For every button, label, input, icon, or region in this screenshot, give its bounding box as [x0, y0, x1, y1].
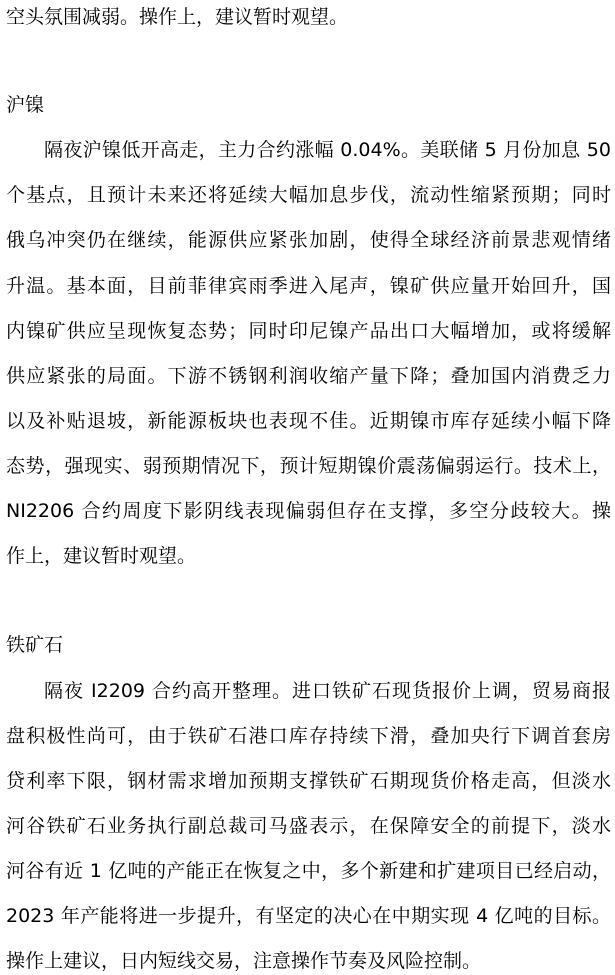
- paragraph-line: 升温。基本面，目前菲律宾雨季进入尾声，镍矿供应量开始回升，国: [6, 275, 611, 297]
- section-heading-nickel: 沪镍: [6, 94, 45, 116]
- paragraph-line: 隔夜 I2209 合约高开整理。进口铁矿石现货报价上调，贸易商报: [44, 680, 611, 702]
- paragraph-line: 河谷铁矿石业务执行副总裁司马盛表示，在保障安全的前提下，淡水: [6, 815, 611, 837]
- paragraph-line: 贷利率下限，钢材需求增加预期支撑铁矿石期现货价格走高，但淡水: [6, 770, 611, 792]
- paragraph-line: 供应紧张的局面。下游不锈钢利润收缩产量下降；叠加国内消费乏力: [6, 365, 611, 387]
- paragraph-line: NI2206 合约周度下影阴线表现偏弱但存在支撑，多空分歧较大。操: [6, 500, 611, 522]
- paragraph-line: 俄乌冲突仍在继续，能源供应紧张加剧，使得全球经济前景悲观情绪: [6, 229, 611, 251]
- paragraph-line: 操作上建议，日内短线交易，注意操作节奏及风险控制。: [6, 950, 482, 972]
- paragraph-line: 态势，强现实、弱预期情况下，预计短期镍价震荡偏弱运行。技术上，: [6, 455, 611, 477]
- paragraph-line: 内镍矿供应呈现恢复态势；同时印尼镍产品出口大幅增加，或将缓解: [6, 320, 611, 342]
- paragraph-line: 作上，建议暂时观望。: [6, 545, 197, 567]
- paragraph-line: 空头氛围减弱。操作上，建议暂时观望。: [6, 6, 349, 28]
- section-heading-iron-ore: 铁矿石: [6, 634, 64, 656]
- paragraph-line: 盘积极性尚可，由于铁矿石港口库存持续下滑，叠加央行下调首套房: [6, 725, 611, 747]
- paragraph-line: 个基点，且预计未来还将延续大幅加息步伐，流动性缩紧预期；同时: [6, 184, 611, 206]
- paragraph-line: 以及补贴退坡，新能源板块也表现不佳。近期镍市库存延续小幅下降: [6, 410, 611, 432]
- paragraph-line: 2023 年产能将进一步提升，有坚定的决心在中期实现 4 亿吨的目标。: [6, 905, 611, 927]
- paragraph-line: 河谷有近 1 亿吨的产能正在恢复之中，多个新建和扩建项目已经启动，: [6, 860, 611, 882]
- paragraph-line: 隔夜沪镍低开高走，主力合约涨幅 0.04%。美联储 5 月份加息 50: [44, 139, 611, 161]
